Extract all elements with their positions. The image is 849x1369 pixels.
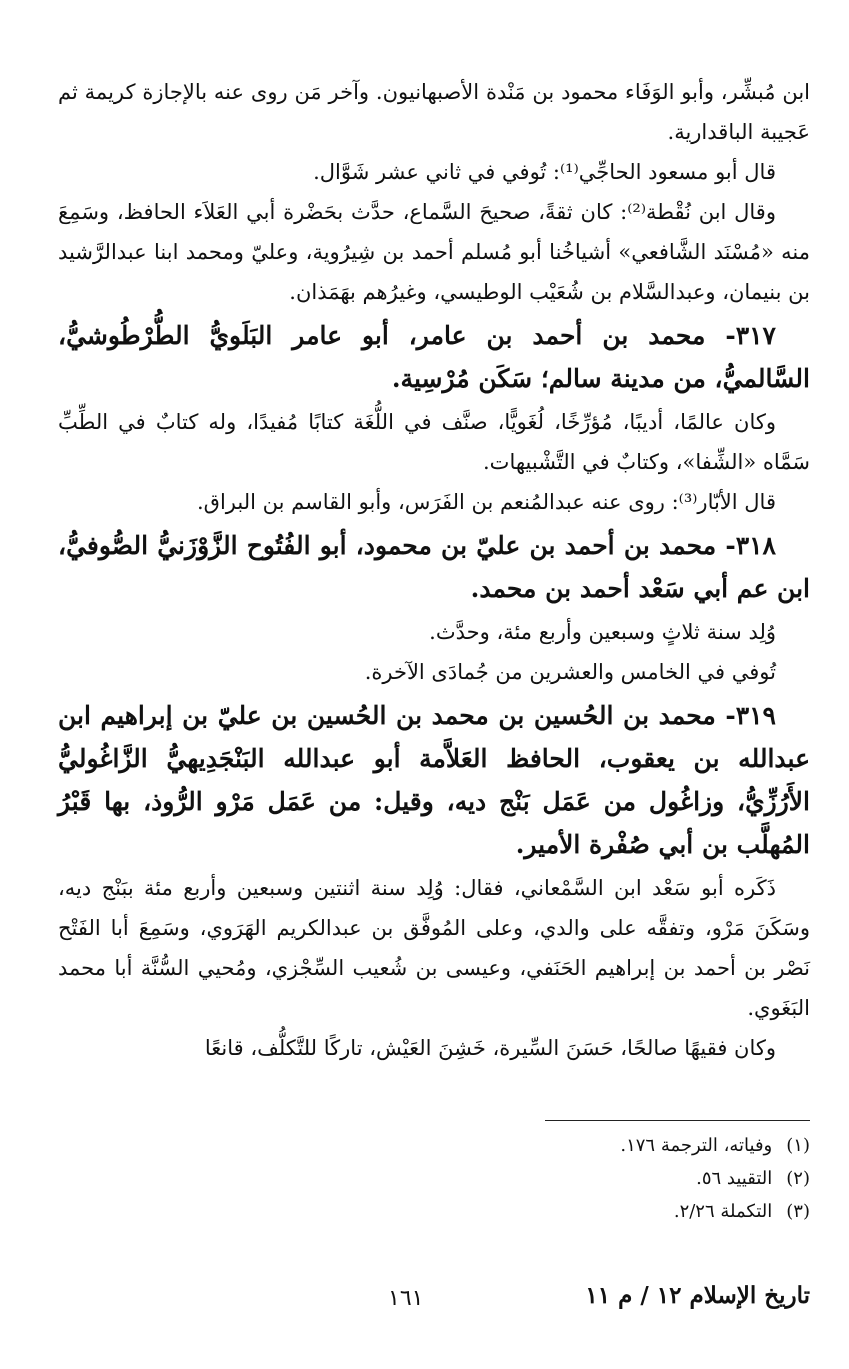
paragraph-318-birth: وُلِد سنة ثلاثٍ وسبعين وأربع مئة، وحدَّث. xyxy=(429,620,776,644)
footnote-divider xyxy=(545,1120,810,1121)
footnote-number: (٢) xyxy=(786,1168,810,1189)
footnote-2 xyxy=(58,1162,810,1195)
paragraph-317-abbar: قال الأبّار⁽³⁾: روى عنه عبدالمُنعم بن الفَرَس، وأبو القاسم بن البراق. xyxy=(197,490,776,514)
footnotes xyxy=(58,1120,810,1228)
entry-heading-317: ٣١٧- محمد بن أحمد بن عامر، أبو عامر البَلَويُّ الطُّرْطُوشيُّ، السَّالميُّ، من مدينة سالم؛ سَكَن مُرْسِية. xyxy=(58,321,810,393)
page-number: ١٦١ xyxy=(388,1286,424,1311)
footnote-1 xyxy=(58,1129,810,1162)
paragraph-317-description: وكان عالمًا، أديبًا، مُؤرِّخًا، لُغَويًّا، صنَّف في اللُّغَة كتابًا مُفيدًا، وله كتابٌ في الطِّبِّ سَمَّاه «الشِّفا»، وكتابٌ في التَّشْبيهات. xyxy=(58,410,810,474)
footnote-text: التكملة ٢/٢٦. xyxy=(673,1201,773,1222)
book-title-signature: تاريخ الإسلام ١٢ / م ١١ xyxy=(585,1282,810,1309)
paragraph-318-death: تُوفي في الخامس والعشرين من جُمادَى الآخرة. xyxy=(364,660,776,684)
main-text xyxy=(58,72,810,1068)
footnote-number: (٣) xyxy=(786,1201,810,1222)
paragraph-319-character: وكان فقيهًا صالحًا، حَسَنَ السِّيرة، خَشِنَ العَيْش، تاركًا للتَّكلُّف، قانعًا xyxy=(204,1036,776,1060)
paragraph-continuation: ابن مُبشِّر، وأبو الوَفَاء محمود بن مَنْدة الأصبهانيون. وآخر مَن روى عنه بالإجازة كريمة ثم عَجيبة الباقدارية. xyxy=(58,80,810,144)
paragraph-hajji: قال أبو مسعود الحاجِّي⁽¹⁾: تُوفي في ثاني عشر شَوَّال. xyxy=(313,160,776,184)
footnote-number: (١) xyxy=(786,1135,810,1156)
footnote-text: وفياته، الترجمة ١٧٦. xyxy=(620,1135,773,1156)
entry-heading-318: ٣١٨- محمد بن أحمد بن عليّ بن محمود، أبو الفُتُوح الزَّوْزَنيُّ الصُّوفيُّ، ابن عم أبي سَعْد أحمد بن محمد. xyxy=(58,531,810,603)
paragraph-319-samani: ذَكَره أبو سَعْد ابن السَّمْعاني، فقال: وُلِد سنة اثنتين وسبعين وأربع مئة ببَنْج ديه، وسَكَنَ مَرْو، وتفقَّه على والدي، وعلى المُوفَّق بن عبدالكريم الهَرَوي، وسَمِعَ أبا الفَتْح نَصْر بن أحمد بن إبراهيم الحَنَفي، وعيسى بن شُعيب السِّجْزي، ومُحيي السُّنَّة أبا محمد البَغَوي. xyxy=(58,876,810,1020)
paragraph-ibn-nuqta: وقال ابن نُقْطة⁽²⁾: كان ثقةً، صحيحَ السَّماع، حدَّث بحَضْرة أبي العَلاَء الحافظ، وسَمِعَ منه «مُسْنَد الشَّافعي» أشياخُنا أبو مُسلم أحمد بن شِيرُوية، وعليّ ومحمد ابنا عبدالرَّشيد بن بنيمان، وعبدالسَّلام بن شُعَيْب الوطيسي، وغيرُهم بهَمَذان. xyxy=(58,200,810,304)
footnote-3 xyxy=(58,1195,810,1228)
page-footer xyxy=(58,1282,810,1322)
footnote-text: التقييد ٥٦. xyxy=(696,1168,773,1189)
entry-heading-319: ٣١٩- محمد بن الحُسين بن محمد بن الحُسين بن عليّ بن إبراهيم ابن عبدالله بن يعقوب، الحافظ العَلاَّمة أبو عبدالله البَنْجَدِيهيُّ الزَّاغُوليُّ الأَرُزِّيُّ، وزاغُول من عَمَل بَنْج ديه، وقيل: من عَمَل مَرْو الرُّوذ، بها قَبْرُ المُهلَّب بن أبي صُفْرة الأمير. xyxy=(58,701,810,859)
